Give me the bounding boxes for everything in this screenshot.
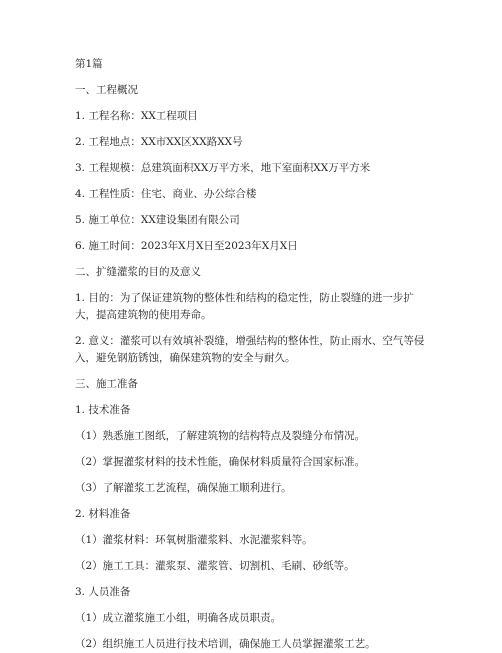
overview-item: 4. 工程性质：住宅、商业、办公综合楼 <box>75 188 257 200</box>
subheading-material: 2. 材料准备 <box>75 508 131 520</box>
heading-overview: 一、工程概况 <box>75 84 138 96</box>
overview-item: 6. 施工时间：2023年X月X日至2023年X月X日 <box>75 240 298 252</box>
staff-item: （1）成立灌浆施工小组，明确各成员职责。 <box>75 612 282 624</box>
material-item: （2）施工工具：灌浆泵、灌浆管、切割机、毛刷、砂纸等。 <box>75 560 355 572</box>
tech-item: （1）熟悉施工图纸，了解建筑物的结构特点及裂缝分布情况。 <box>75 430 366 442</box>
purpose-item: 2. 意义：灌浆可以有效填补裂缝，增强结构的整体性，防止雨水、空气等侵入，避免钢筋锈蚀，确保建筑物的安全与耐久。 <box>75 335 425 364</box>
staff-item: （2）组织施工人员进行技术培训，确保施工人员掌握灌浆工艺。 <box>75 638 376 650</box>
heading-preparation: 三、施工准备 <box>75 378 138 390</box>
overview-item: 5. 施工单位：XX建设集团有限公司 <box>75 214 240 226</box>
purpose-item: 1. 目的：为了保证建筑物的整体性和结构的稳定性，防止裂缝的进一步扩大，提高建筑物的使用寿命。 <box>75 292 414 321</box>
overview-item: 2. 工程地点：XX市XX区XX路XX号 <box>75 136 243 148</box>
section-title: 第1篇 <box>75 58 103 70</box>
material-item: （1）灌浆材料：环氧树脂灌浆料、水泥灌浆料等。 <box>75 534 313 546</box>
tech-item: （2）掌握灌浆材料的技术性能，确保材料质量符合国家标准。 <box>75 456 366 468</box>
heading-purpose: 二、扩缝灌浆的目的及意义 <box>75 266 201 278</box>
overview-item: 1. 工程名称：XX工程项目 <box>75 110 198 122</box>
overview-item: 3. 工程规模：总建筑面积XX万平方米，地下室面积XX万平方米 <box>75 162 371 174</box>
subheading-tech: 1. 技术准备 <box>75 404 131 416</box>
subheading-staff: 3. 人员准备 <box>75 586 131 598</box>
tech-item: （3）了解灌浆工艺流程，确保施工顺利进行。 <box>75 482 292 494</box>
